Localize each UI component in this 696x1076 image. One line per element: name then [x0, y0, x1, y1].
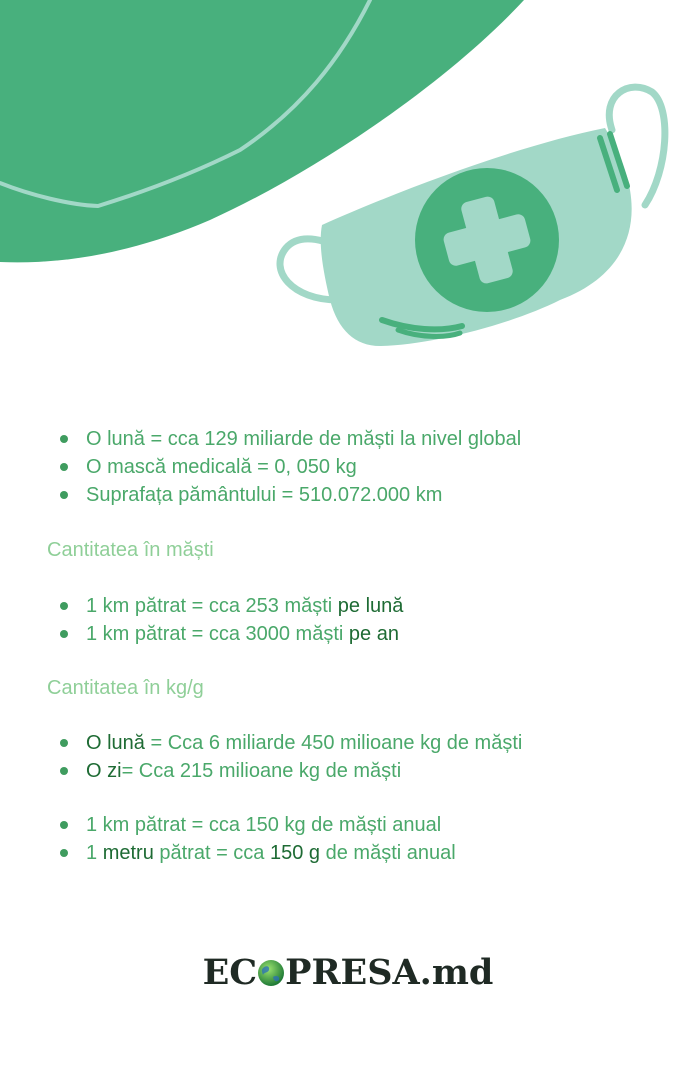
- list-item: O zi= Cca 215 milioane kg de măști: [56, 757, 522, 785]
- global-facts-list: [56, 425, 521, 509]
- list-item: O lună = Cca 6 miliarde 450 milioane kg de măști: [56, 729, 522, 757]
- list-item: O mască medicală = 0, 050 kg: [56, 453, 521, 481]
- list-item: 1 metru pătrat = cca 150 g de măști anual: [56, 839, 456, 867]
- yearly-list: [56, 811, 456, 867]
- list-item: 1 km pătrat = cca 253 măști pe lună: [56, 592, 403, 620]
- globe-icon: [257, 959, 285, 987]
- list-item: Suprafața pământului = 510.072.000 km: [56, 481, 521, 509]
- list-item: 1 km pătrat = cca 150 kg de măști anual: [56, 811, 456, 839]
- ecopresa-logo: EC PRESA.md: [202, 952, 494, 993]
- hero-illustration: [0, 0, 696, 380]
- section-heading-weight: Cantitatea în kg/g: [47, 677, 204, 699]
- weight-list: [56, 729, 522, 785]
- list-item: 1 km pătrat = cca 3000 măști pe an: [56, 620, 403, 648]
- list-item: O lună = cca 129 miliarde de măști la nivel global: [56, 425, 521, 453]
- medical-cross-icon: [415, 168, 559, 312]
- masks-list: [56, 592, 403, 648]
- section-heading-masks: Cantitatea în măști: [47, 539, 214, 561]
